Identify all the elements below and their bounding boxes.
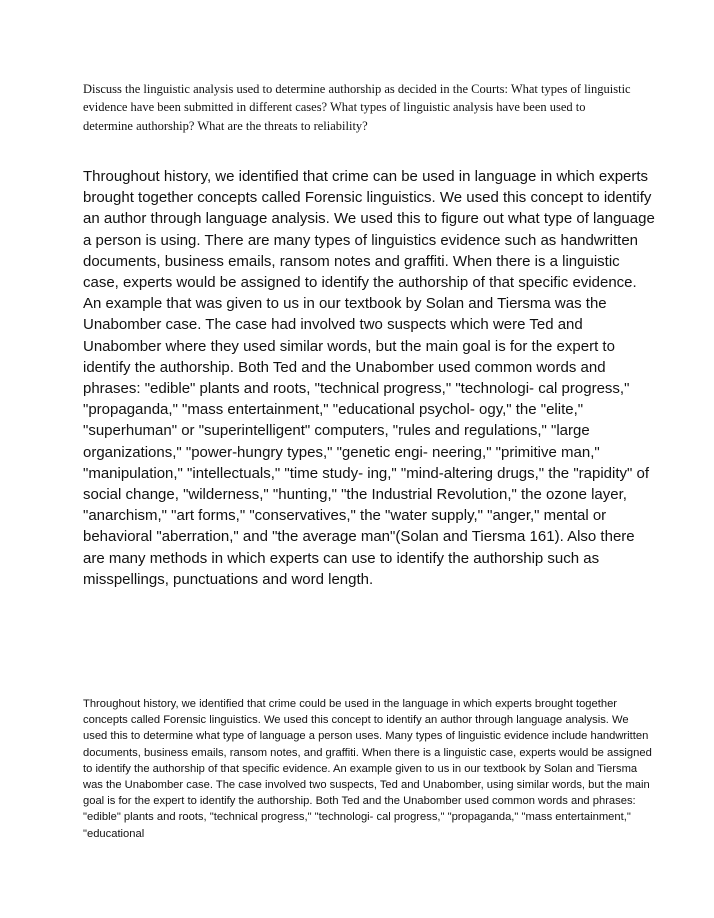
revised-essay-paragraph: Throughout history, we identified that crime could be used in the language in which experts brought together concepts called Forensic linguistics. We used this concept to identify an author through language analysis. We used this to determine what type of language a person uses. Many types of linguistic evidence include handwritten documents, business emails, ransom notes, and graffiti. When there is a linguistic case, experts would be assigned to identify the authorship of that specific evidence. An example given to us in our textbook by Solan and Tiersma was the Unabomber case. The case involved two suspects, Ted and Unabomber, using similar words, but the main goal is for the expert to identify the authorship. Both Ted and the Unabomber used common words and phrases: "edible" plants and roots, "technical progress," "technologi- cal progress," "propaganda," "mass entertainment," "educational xyxy=(83,698,652,840)
essay-paragraph: Throughout history, we identified that crime can be used in language in which experts brought together concepts called Forensic linguistics. We used this concept to identify an author through language analysis. We used this to figure out what type of language a person is using. There are many types of linguistics evidence such as handwritten documents, business emails, ransom notes and graffiti. When there is a linguistic case, experts would be assigned to identify the authorship of that specific evidence. An example that was given to us in our textbook by Solan and Tiersma was the Unabomber case. The case had involved two suspects which were Ted and Unabomber where they used similar words, but the main goal is for the expert to identify the authorship. Both Ted and the Unabomber used common words and phrases: "edible" plants and roots, "technical progress," "technologi- cal progress," "propaganda," "mass entertainment," "educational psychol- ogy," the "elite," "superhuman" or "superintelligent" computers, "rules and regulations," "large organizations," "power-hungry types," "genetic engi- neering," "primitive man," "manipulation," "intellectuals," "time study- ing," "mind-altering drugs," the "rapidity" of social change, "wilderness," "hunting," "the Industrial Revolution," the ozone layer, "anarchism," "art forms," "conservatives," the "water supply," "anger," mental or behavioral "aberration," and "the average man"(Solan and Tiersma 161). Also there are many methods in which experts can use to identify the authorship such as misspellings, punctuations and word length. xyxy=(83,168,655,588)
assignment-prompt: Discuss the linguistic analysis used to determine authorship as decided in the Courts: What types of linguistic evidence have been submitted in different cases? What types of linguistic analysis have been used to determine authorship? What are the threats to reliability? xyxy=(83,82,631,133)
